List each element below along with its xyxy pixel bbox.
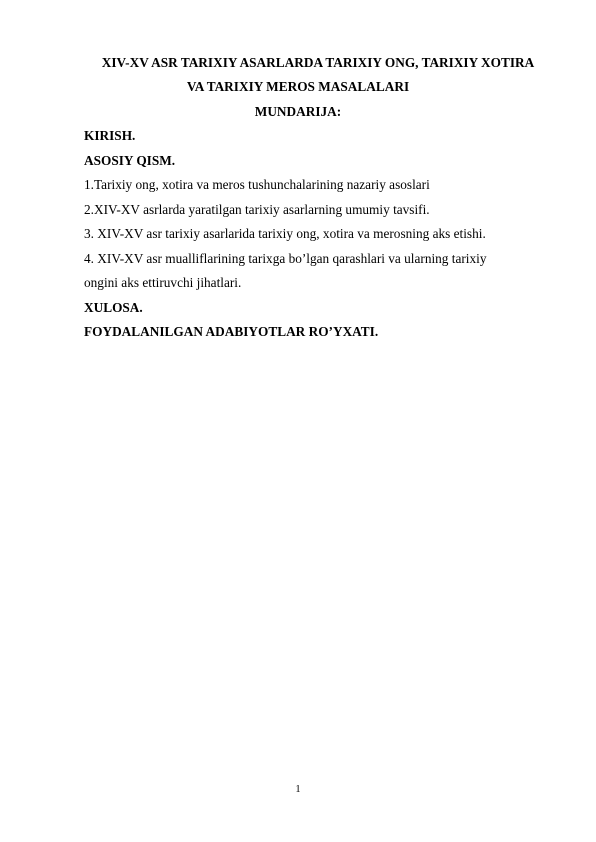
toc-item-3: 3. XIV-XV asr tarixiy asarlarida tarixiy ong, xotira va merosning aks etishi. — [84, 226, 486, 241]
toc-intro: KIRISH. — [84, 128, 136, 143]
toc-item-4-line-1: 4. XIV-XV asr mualliflarining tarixga bo’lgan qarashlari va ularning tarixiy — [84, 251, 487, 266]
toc-main-part: ASOSIY QISM. — [84, 153, 176, 168]
toc-item-1: 1.Tarixiy ong, xotira va meros tushunchalarining nazariy asoslari — [84, 177, 430, 192]
document-title-line-2: VA TARIXIY MEROS MASALALARI — [186, 79, 410, 94]
document-title-line-1: XIV-XV ASR TARIXIY ASARLARDA TARIXIY ONG, TARIXIY XOTIRA — [101, 55, 535, 70]
toc-item-4-line-2: ongini aks ettiruvchi jihatlari. — [84, 275, 242, 290]
toc-conclusion: XULOSA. — [84, 300, 143, 315]
toc-item-2: 2.XIV-XV asrlarda yaratilgan tarixiy asarlarning umumiy tavsifi. — [84, 202, 430, 217]
contents-heading: MUNDARIJA: — [254, 104, 342, 119]
page-number: 1 — [295, 784, 301, 795]
toc-references: FOYDALANILGAN ADABIYOTLAR RO’YXATI. — [84, 324, 379, 339]
